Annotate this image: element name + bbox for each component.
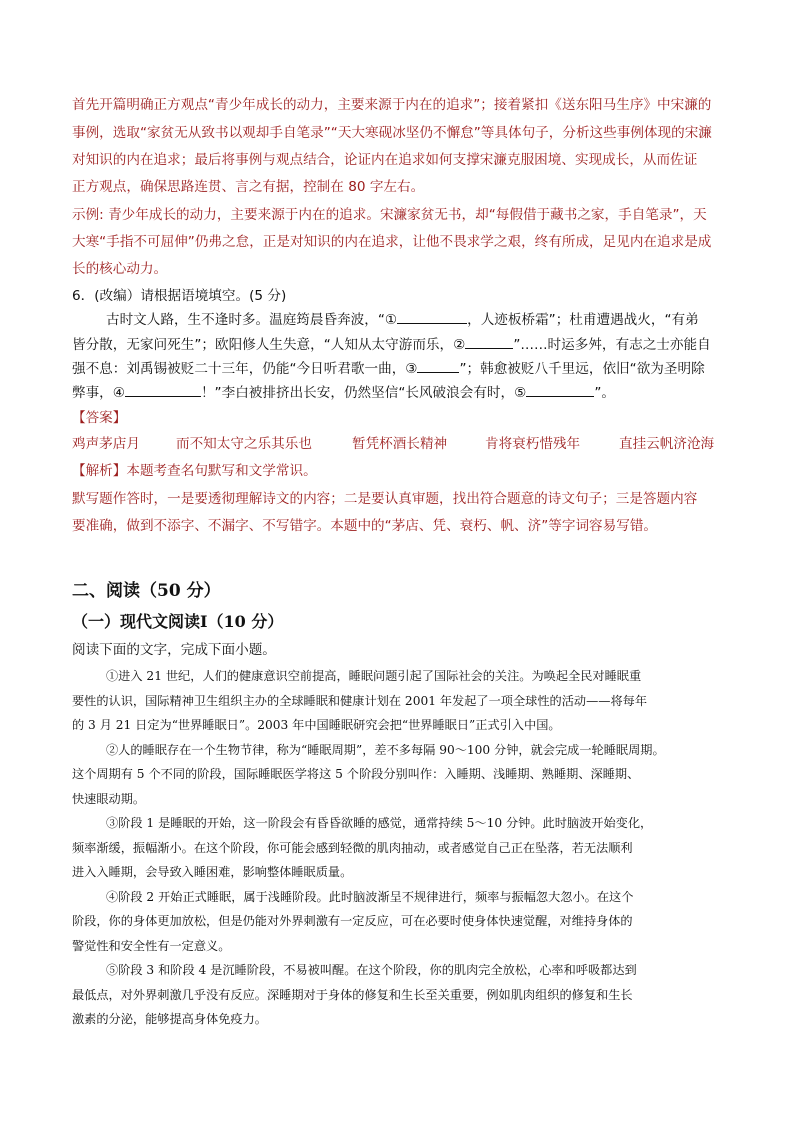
- blank-2[interactable]: [465, 336, 513, 349]
- explanation-title: 【解析】本题考查名句默写和文学常识。: [72, 463, 317, 479]
- question-6-line-2: [72, 336, 711, 354]
- question-text: ！”李白被排挤出长安，仍然坚信“长风破浪会有时，⑤: [200, 385, 527, 401]
- answer-item-3: 暂凭杯酒长精神: [352, 436, 448, 452]
- example-line: 大寒“手指不可屈伸”仍弗之怠，正是对知识的内在追求，让他不畏求学之艰，终有所成，足见内在追求是成: [72, 234, 712, 250]
- question-6-line-3: [72, 360, 705, 378]
- answer-item-2: 而不知太守之乐其乐也: [176, 436, 312, 452]
- passage-line: ②人的睡眠存在一个生物节律，称为“睡眠周期”，差不多每隔 90～100 分钟，就会完成一轮睡眠周期。: [106, 743, 665, 757]
- question-text: ，人迹板桥霜”；杜甫遭遇战火，“有弟: [467, 312, 699, 328]
- passage-line: 警觉性和安全性有一定意义。: [72, 939, 231, 953]
- blank-3[interactable]: [417, 360, 459, 373]
- passage-line: 快速眼动期。: [72, 792, 146, 806]
- question-6-line-4: [72, 384, 615, 402]
- analysis-line: 事例，选取“家贫无从致书以观却手自笔录”“天大寒砚冰坚仍不懈怠”等具体句子，分析这些事例体现的宋濂: [72, 125, 712, 141]
- passage-line: 激素的分泌，能够提高身体免疫力。: [72, 1012, 267, 1026]
- question-text: ”；韩愈被贬八千里远，依旧“欲为圣明除: [459, 361, 705, 377]
- passage-line: ③阶段 1 是睡眠的开始，这一阶段会有昏昏欲睡的感觉，通常持续 5～10 分钟。此时脑波开始变化，: [106, 816, 653, 830]
- answer-label: 【答案】: [72, 410, 127, 426]
- question-text: 古时文人路，生不逢时多。温庭筠晨昏奔波，“①: [106, 312, 398, 328]
- passage-line: ④阶段 2 开始正式睡眠，属于浅睡阶段。此时脑波渐呈不规律进行，频率与振幅忽大忽小。在这个: [106, 890, 634, 904]
- explanation-line: 默写题作答时，一是要透彻理解诗文的内容；二是要认真审题，找出符合题意的诗文句子；三是答题内容: [72, 491, 698, 507]
- answer-item-4: 肯将衰朽惜残年: [485, 436, 581, 452]
- passage-line: 最低点，对外界刺激几乎没有反应。深睡期对于身体的修复和生长至关重要，例如肌肉组织的修复和生长: [72, 988, 633, 1002]
- answer-item-5: 直挂云帆济沧海: [619, 436, 715, 452]
- example-line: 长的核心动力。: [72, 261, 168, 277]
- question-text: 弊事，④: [72, 385, 125, 401]
- analysis-line: 正方观点，确保思路连贯、言之有据，控制在 80 字左右。: [72, 179, 425, 195]
- passage-line: ①进入 21 世纪，人们的健康意识空前提高，睡眠问题引起了国际社会的关注。为唤起全民对睡眠重: [106, 669, 642, 683]
- question-6-title: 6．(改编）请根据语境填空。(5 分): [72, 288, 287, 304]
- passage-line: 进入入睡期，会导致入睡困难，影响整体睡眠质量。: [72, 865, 353, 879]
- blank-5[interactable]: [526, 384, 594, 397]
- question-6-line-1: [106, 311, 699, 329]
- example-line: 示例: 青少年成长的动力，主要来源于内在的追求。宋濂家贫无书，却“每假借于藏书之家，手自笔录”，天: [72, 207, 707, 223]
- blank-4[interactable]: [125, 384, 201, 397]
- question-text: ”……时运多舛，有志之士亦能自: [513, 337, 711, 353]
- section-subtitle: （一）现代文阅读Ⅰ（10 分）: [72, 612, 284, 631]
- passage-line: 要性的认识，国际精神卫生组织主办的全球睡眠和健康计划在 2001 年发起了一项全球性的活动——将每年: [72, 694, 648, 708]
- analysis-line: 对知识的内在追求；最后将事例与观点结合，论证内在追求如何支撑宋濂克服困境、实现成长，从而佐证: [72, 152, 698, 168]
- question-text: 皆分散，无家问死生”；欧阳修人生失意，“人知从太守游而乐，②: [72, 337, 466, 353]
- answer-item-1: 鸡声茅店月: [72, 436, 140, 452]
- explanation-line: 要准确，做到不添字、不漏字、不写错字。本题中的“茅店、凭、衰朽、帆、济”等字词容易写错。: [72, 518, 658, 534]
- instruction: 阅读下面的文字，完成下面小题。: [72, 642, 276, 658]
- passage-line: 这个周期有 5 个不同的阶段，国际睡眠医学将这 5 个阶段分别叫作：入睡期、浅睡期、熟睡期、深睡期、: [72, 767, 640, 781]
- question-text: 强不息：刘禹锡被贬二十三年，仍能“今日听君歌一曲，③: [72, 361, 418, 377]
- passage-line: ⑤阶段 3 和阶段 4 是沉睡阶段，不易被叫醒。在这个阶段，你的肌肉完全放松，心率和呼吸都达到: [106, 963, 637, 977]
- analysis-line: 首先开篇明确正方观点“青少年成长的动力，主要来源于内在的追求”；接着紧扣《送东阳马生序》中宋濂的: [72, 97, 712, 113]
- passage-line: 频率渐缓，振幅渐小。在这个阶段，你可能会感到轻微的肌肉抽动，或者感觉自己正在坠落，若无法顺利: [72, 841, 633, 855]
- passage-line: 的 3 月 21 日定为“世界睡眠日”。2003 年中国睡眠研究会把“世界睡眠日”正式引入中国。: [72, 718, 561, 732]
- passage-line: 阶段，你的身体更加放松，但是仍能对外界刺激有一定反应，可在必要时使身体快速觉醒，对维持身体的: [72, 914, 633, 928]
- question-text: ”。: [594, 385, 615, 401]
- blank-1[interactable]: [397, 311, 467, 324]
- section-title: 二、阅读（50 分）: [72, 581, 221, 601]
